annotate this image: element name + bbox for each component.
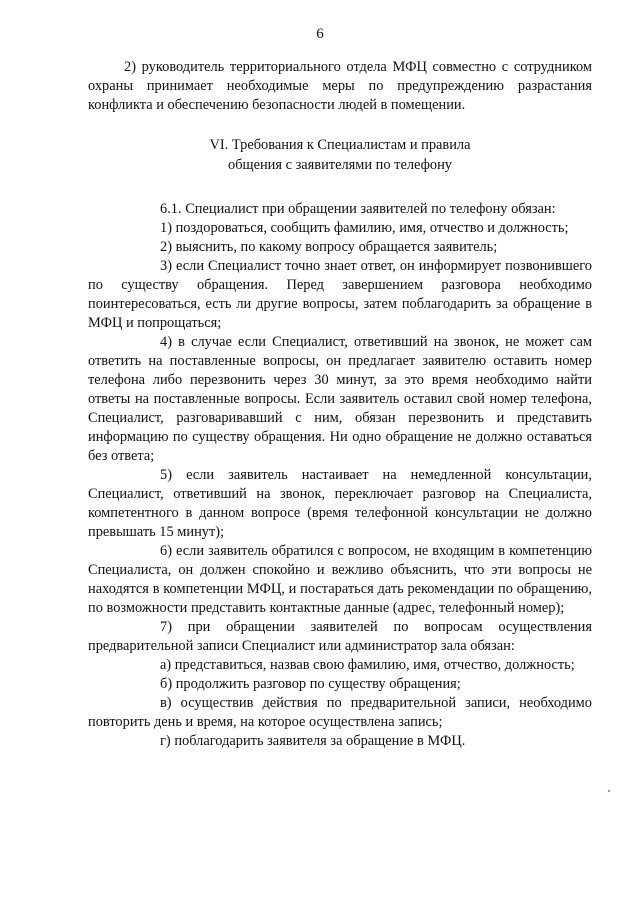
sub-list-item-letter: в) (160, 695, 172, 711)
section-title-line-1: VI. Требования к Специалистам и правила (209, 137, 471, 153)
list-item (88, 219, 592, 238)
sub-list-item-letter: а) (160, 657, 172, 673)
scan-speck (608, 790, 610, 792)
sub-list-item-text: осуществив действия по предварительной записи, необходимо повторить день и время, на которое осуществлена запись; (88, 695, 592, 730)
sub-list-item (88, 675, 592, 694)
list-item-text: при обращении заявителей по вопросам осуществления предварительной записи Специалист или администратор зала обязан: (88, 619, 592, 654)
sub-list-item (88, 732, 592, 751)
list-item-number: 7) (160, 619, 172, 635)
section-heading (88, 135, 592, 175)
list-item-text: поздороваться, сообщить фамилию, имя, отчество и должность; (175, 220, 569, 236)
list-item (88, 238, 592, 257)
sub-list-item-text: поблагодарить заявителя за обращение в МФЦ. (174, 733, 466, 749)
sub-list-item-letter: б) (160, 676, 173, 692)
list-item-number: 1) (160, 220, 172, 236)
list-item-text: если заявитель настаивает на немедленной консультации, Специалист, ответивший на звонок, переключает разговор на Специалиста, компетентного в данном вопросе (время телефонной консультации не должно превышать 15 минут); (88, 467, 592, 540)
page-number: 6 (316, 26, 324, 42)
list-item (88, 257, 592, 333)
list-item-number: 6) (160, 543, 172, 559)
list-item-number: 3) (160, 258, 172, 274)
list-item (88, 618, 592, 656)
list-item-number: 2) (160, 239, 172, 255)
list-item (88, 542, 592, 618)
list-item-text: если заявитель обратился с вопросом, не входящим в компетенцию Специалиста, он должен спокойно и вежливо объяснить, что эти вопросы не находятся в компетенции МФЦ, и постараться дать рекомендации по обращению, по возможности представить контактные данные (адрес, телефонный номер); (88, 543, 592, 616)
sub-list-item (88, 694, 592, 732)
sub-list-item-text: представиться, назвав свою фамилию, имя, отчество, должность; (174, 657, 575, 673)
clause-6-1 (88, 200, 592, 219)
section-title-line-2: общения с заявителями по телефону (228, 157, 452, 173)
sub-list-item-text: продолжить разговор по существу обращения; (175, 676, 461, 692)
clause-number: 6.1. (160, 201, 182, 217)
list-item (88, 333, 592, 466)
list-item-text: если Специалист точно знает ответ, он информирует позвонившего по существу обращения. Перед завершением разговора необходимо поинтересоваться, есть ли другие вопросы, затем поблагодарить за обращение в МФЦ и попрощаться; (88, 258, 592, 331)
list-item (88, 466, 592, 542)
list-item-text: в случае если Специалист, ответивший на звонок, не может сам ответить на поставленные вопросы, он предлагает заявителю оставить номер телефона либо перезвонить через 30 минут, за это время необходимо найти ответы на поставленные вопросы. Если заявитель оставил свой номер телефона, Специалист, разговаривавший с ним, обязан перезвонить и представить информацию по существу обращения. Ни одно обращение не должно оставаться без ответа; (88, 334, 592, 464)
list-item-text: выяснить, по какому вопросу обращается заявитель; (175, 239, 498, 255)
clause-text: Специалист при обращении заявителей по телефону обязан: (185, 201, 556, 217)
sub-list-item-letter: г) (160, 733, 171, 749)
document-body (88, 58, 592, 751)
intro-paragraph: 2) руководитель территориального отдела МФЦ совместно с сотрудником охраны принимает необходимые меры по предупреждению разрастания конфликта и обеспечению безопасности людей в помещении. (88, 59, 592, 113)
sub-list-item (88, 656, 592, 675)
list-item-number: 4) (160, 334, 172, 350)
list-item-number: 5) (160, 467, 172, 483)
